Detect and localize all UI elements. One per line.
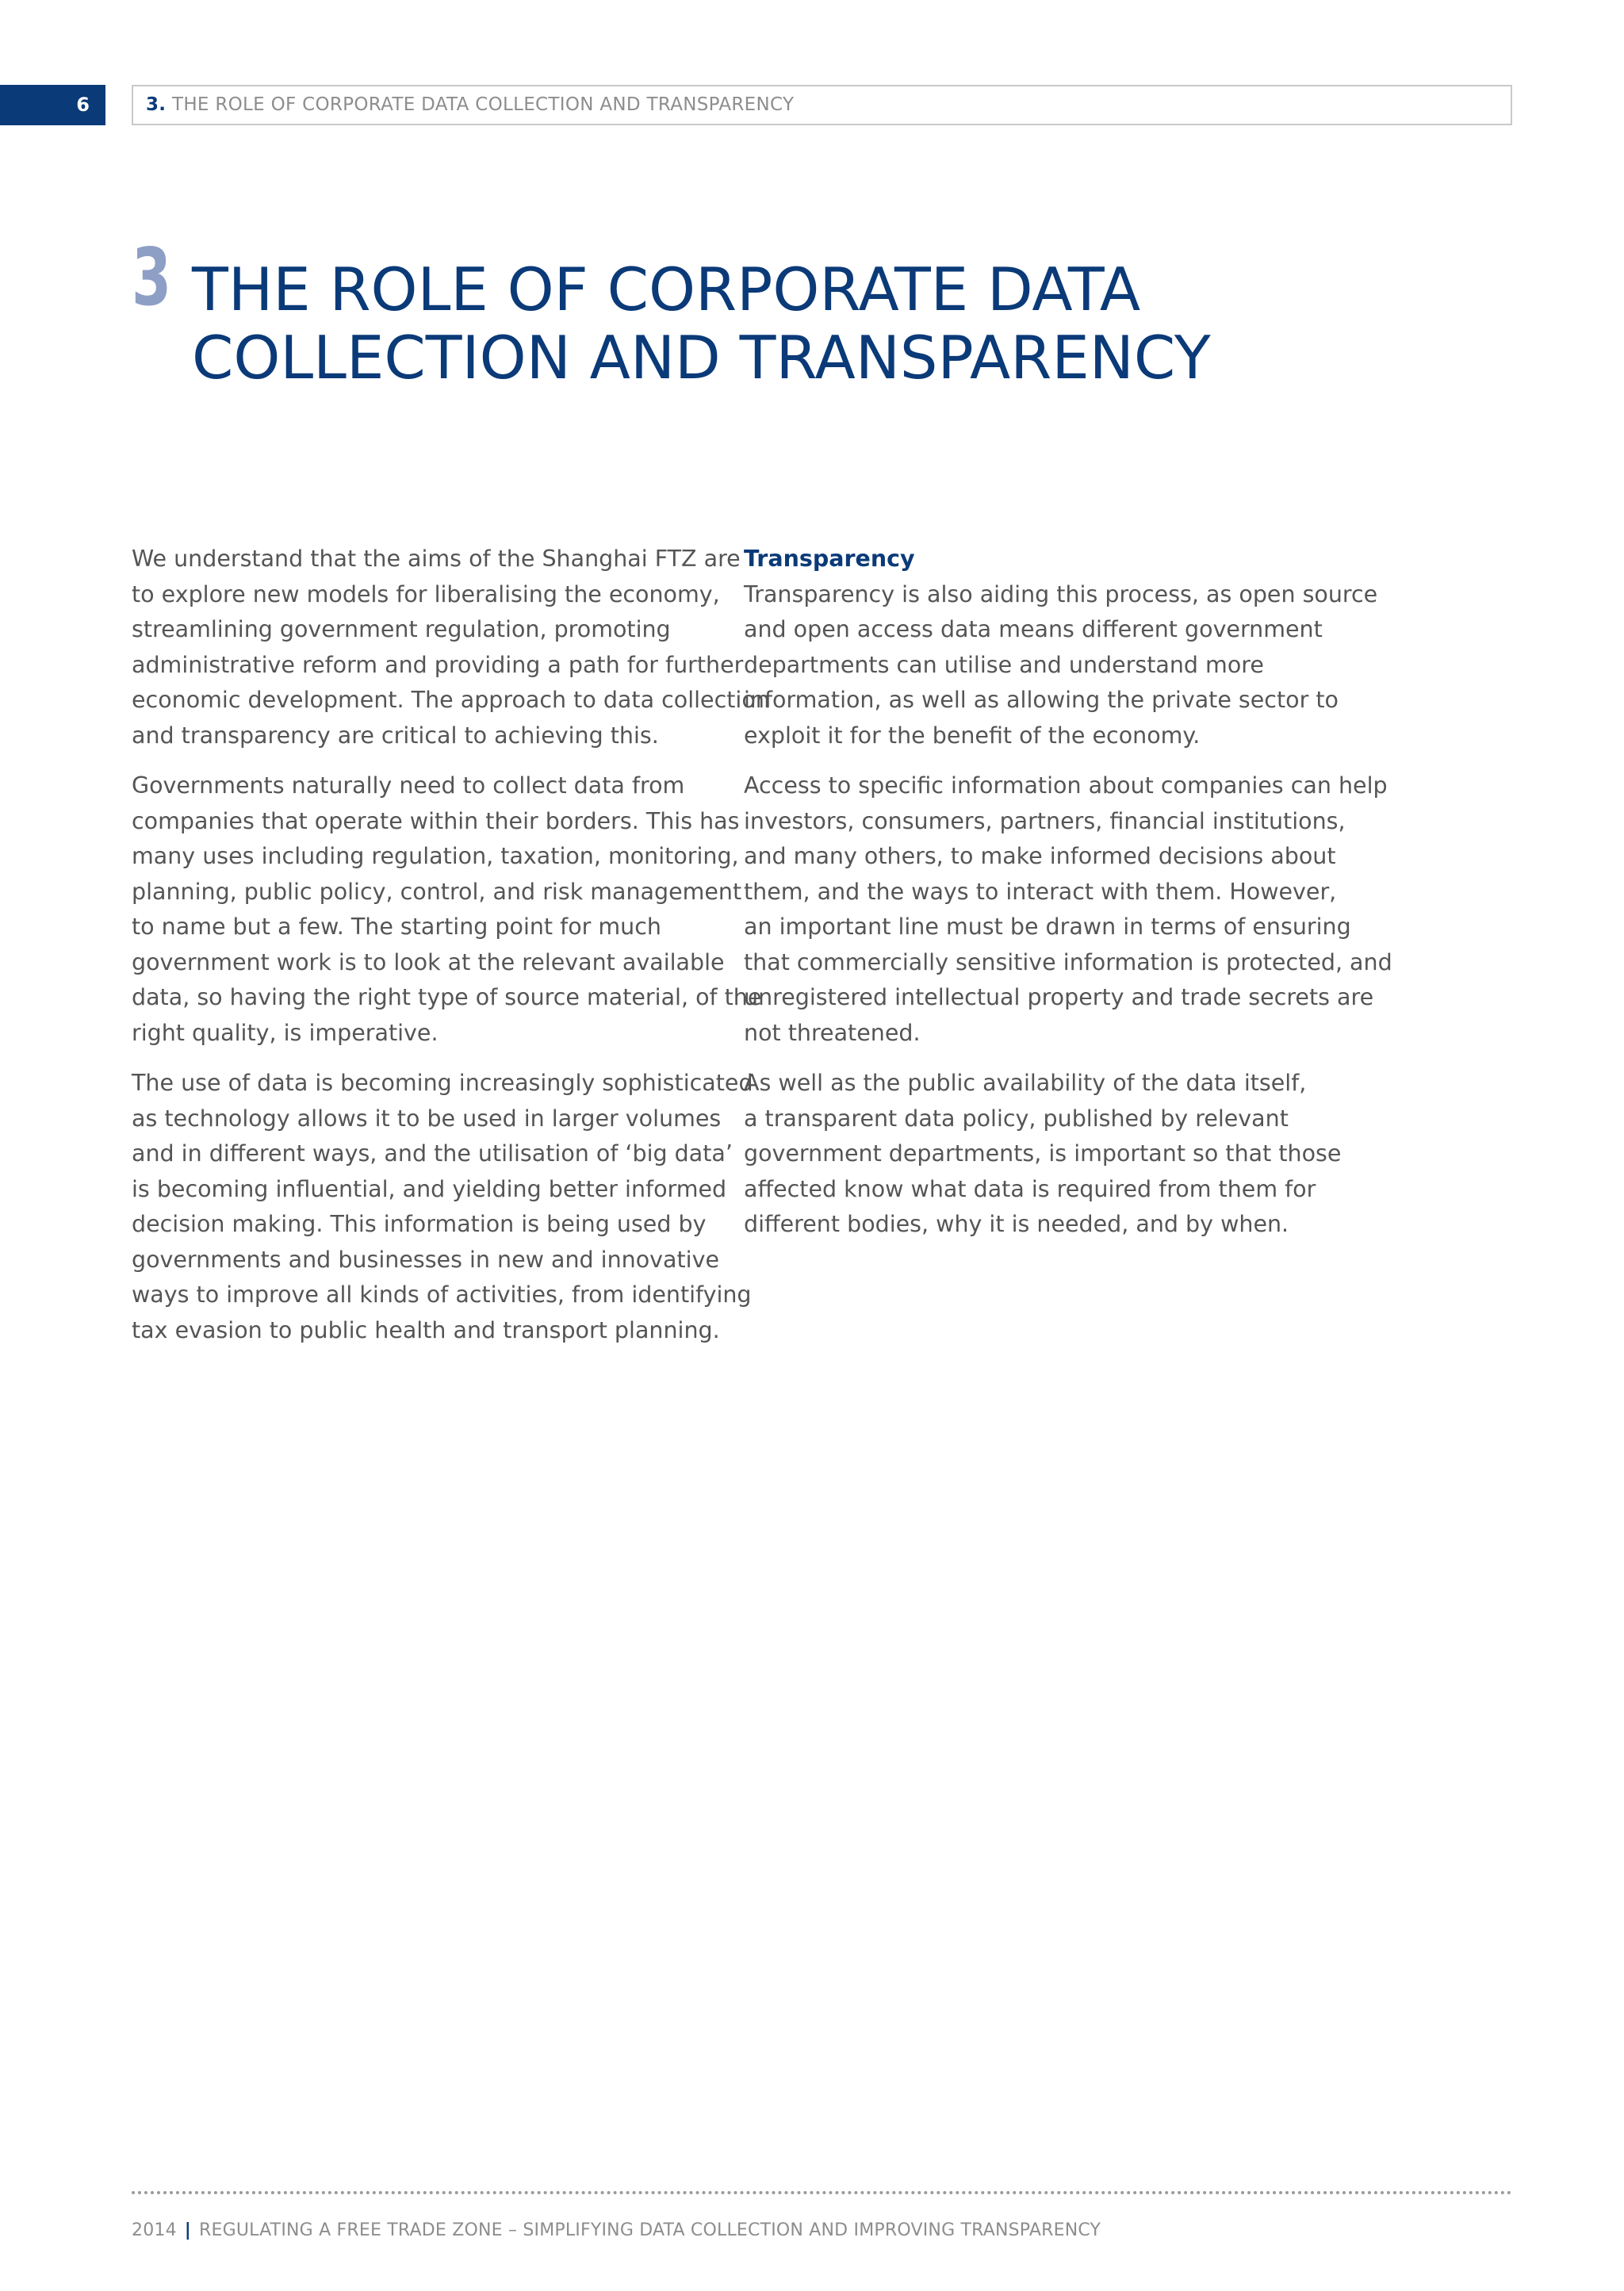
text-line: departments can utilise and understand more xyxy=(744,651,1264,678)
text-line: and in different ways, and the utilisation of ‘big data’ xyxy=(132,1140,733,1167)
text-line: that commercially sensitive information is protected, and xyxy=(744,948,1392,975)
running-header-section-title: THE ROLE OF CORPORATE DATA COLLECTION AND TRANSPARENCY xyxy=(171,94,795,115)
text-line: not threatened. xyxy=(744,1019,921,1046)
paragraph xyxy=(132,1066,753,1348)
footer-title: REGULATING A FREE TRADE ZONE – SIMPLIFYING DATA COLLECTION AND IMPROVING TRANSPARENCY xyxy=(199,2220,1101,2240)
text-line: data, so having the right type of source material, of the xyxy=(132,984,762,1010)
footer-separator: | xyxy=(184,2220,192,2240)
text-line: companies that operate within their borders. This has xyxy=(132,807,740,834)
paragraph xyxy=(744,542,1378,753)
text-line: many uses including regulation, taxation, monitoring, xyxy=(132,843,739,869)
text-line: affected know what data is required from them for xyxy=(744,1175,1316,1202)
left-column xyxy=(132,542,770,1363)
paragraph xyxy=(744,768,1392,1051)
text-line: unregistered intellectual property and trade secrets are xyxy=(744,984,1374,1010)
text-line: and transparency are critical to achieving this. xyxy=(132,722,659,749)
right-column xyxy=(744,542,1392,1258)
text-line: is becoming influential, and yielding better informed xyxy=(132,1175,727,1202)
paragraph xyxy=(132,542,770,753)
text-line: and many others, to make informed decisions about xyxy=(744,843,1336,869)
paragraph xyxy=(744,1066,1346,1243)
chapter-title-line-2: COLLECTION AND TRANSPARENCY xyxy=(192,323,1211,393)
text-line: Access to specific information about companies can help xyxy=(744,772,1388,799)
text-line: right quality, is imperative. xyxy=(132,1019,439,1046)
text-line: a transparent data policy, published by relevant xyxy=(744,1105,1289,1132)
footer xyxy=(132,2220,1101,2240)
text-line: We understand that the aims of the Shanghai FTZ are xyxy=(132,546,741,572)
text-line: streamlining government regulation, promoting xyxy=(132,616,671,642)
text-line: and open access data means different government xyxy=(744,616,1323,642)
text-line: to explore new models for liberalising the economy, xyxy=(132,580,720,607)
chapter-title xyxy=(192,255,1492,392)
text-line: different bodies, why it is needed, and by when. xyxy=(744,1211,1289,1237)
footer-divider xyxy=(132,2191,1512,2194)
text-line: investors, consumers, partners, financial institutions, xyxy=(744,807,1346,834)
paragraph xyxy=(132,768,762,1051)
text-line: Governments naturally need to collect data from xyxy=(132,772,685,799)
text-line: an important line must be drawn in terms of ensuring xyxy=(744,914,1351,940)
text-line: them, and the ways to interact with them. However, xyxy=(744,878,1337,905)
subheading-transparency: Transparency xyxy=(744,546,915,572)
text-line: governments and businesses in new and innovative xyxy=(132,1246,719,1273)
running-header-section-number: 3. xyxy=(146,94,167,115)
text-line: to name but a few. The starting point for much xyxy=(132,914,661,940)
running-header xyxy=(132,85,1512,125)
text-line: ways to improve all kinds of activities, from identifying xyxy=(132,1282,752,1308)
footer-year: 2014 xyxy=(132,2220,177,2240)
page-number: 6 xyxy=(0,85,105,125)
text-line: Transparency is also aiding this process, as open source xyxy=(744,580,1378,607)
text-line: as technology allows it to be used in larger volumes xyxy=(132,1105,722,1132)
text-line: As well as the public availability of the data itself, xyxy=(744,1070,1307,1096)
text-line: decision making. This information is being used by xyxy=(132,1211,707,1237)
text-line: government departments, is important so that those xyxy=(744,1140,1342,1167)
text-line: planning, public policy, control, and risk management xyxy=(132,878,742,905)
chapter-number: 3 xyxy=(132,231,172,324)
text-line: government work is to look at the relevant available xyxy=(132,948,725,975)
text-line: The use of data is becoming increasingly sophisticated xyxy=(132,1070,753,1096)
text-line: information, as well as allowing the private sector to xyxy=(744,687,1339,713)
text-line: tax evasion to public health and transport planning. xyxy=(132,1316,720,1343)
text-line: exploit it for the benefit of the economy. xyxy=(744,722,1201,749)
chapter-title-line-1: THE ROLE OF CORPORATE DATA xyxy=(192,255,1141,324)
text-line: economic development. The approach to data collection xyxy=(132,687,770,713)
text-line: administrative reform and providing a path for further xyxy=(132,651,744,678)
